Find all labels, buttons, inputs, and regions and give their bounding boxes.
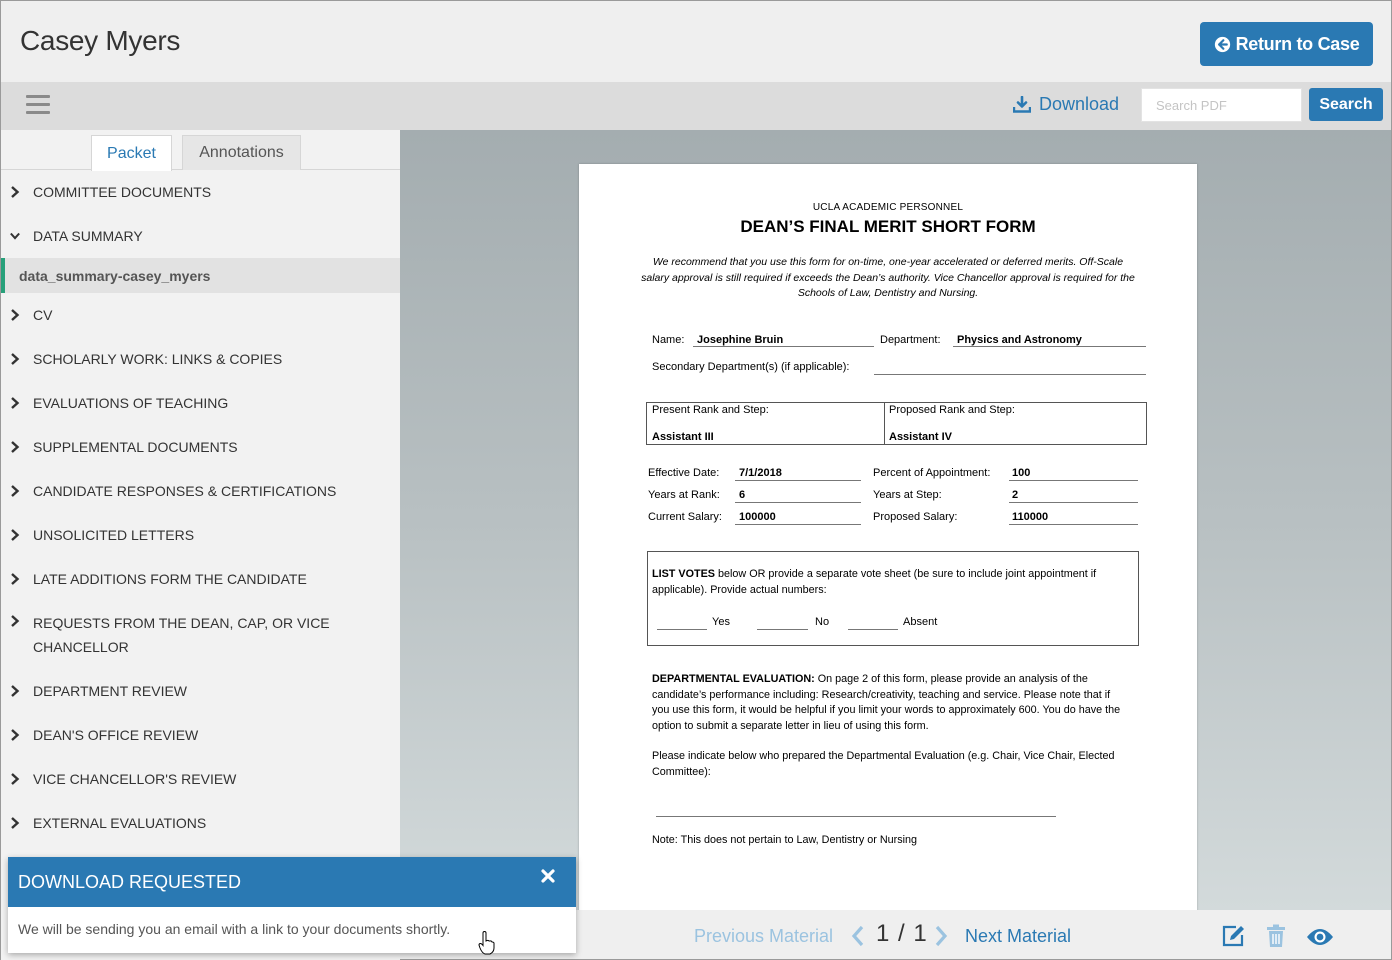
proposed-salary-label: Proposed Salary: [873, 511, 958, 523]
page-header [0, 0, 1392, 82]
rank-box-divider [884, 402, 885, 445]
download-link[interactable] [1013, 94, 1119, 115]
sidebar-item-evaluations-of-teaching[interactable] [1, 381, 400, 425]
sidebar-item-label: CANDIDATE RESPONSES & CERTIFICATIONS [33, 483, 337, 499]
sidebar-item-unsolicited-letters[interactable] [1, 513, 400, 557]
search-pdf-input[interactable] [1141, 88, 1302, 122]
sidebar-item-committee-documents[interactable] [1, 170, 400, 214]
effective-date-label: Effective Date: [648, 467, 720, 479]
votes-bold: LIST VOTES [652, 568, 715, 580]
page-title: Casey Myers [20, 25, 181, 56]
votes-text: below OR provide a separate vote sheet (be sure to include joint appointment if applicable). Provide actual numbers: [652, 568, 1097, 596]
chevron-right-icon [10, 573, 20, 585]
packet-sidebar [0, 130, 400, 960]
chevron-right-icon [10, 773, 20, 785]
chevron-right-icon [10, 817, 20, 829]
present-rank-label: Present Rank and Step: [652, 404, 769, 416]
sidebar-item-supplemental-documents[interactable] [1, 425, 400, 469]
yes-label: Yes [712, 616, 730, 628]
chevron-right-icon [10, 309, 20, 321]
note-text: Note: This does not pertain to Law, Dentistry or Nursing [652, 834, 918, 846]
chevron-right-icon [10, 685, 20, 697]
no-line [757, 616, 808, 630]
chevron-right-icon[interactable] [934, 925, 948, 947]
sidebar-item-external-evaluations[interactable] [1, 801, 400, 845]
yes-line [657, 616, 707, 630]
sidebar-item-label: LATE ADDITIONS FORM THE CANDIDATE [33, 571, 307, 587]
toast-title: DOWNLOAD REQUESTED [18, 871, 242, 892]
sidebar-item-cv[interactable] [1, 293, 400, 337]
sidebar-item-deans-office-review[interactable] [1, 713, 400, 757]
percent-label: Percent of Appointment: [873, 467, 991, 479]
department-value: Physics and Astronomy [957, 334, 1082, 346]
chevron-right-icon [10, 397, 20, 409]
chevron-right-icon [10, 529, 20, 541]
eval-text: On page 2 of this form, please provide an analysis of the candidate’s performance including: Research/creativity, teaching and service. Please note that if you use this form, it would be helpful if you limit your words to approximately 600. You do have the option to submit a separate letter in lieu of using this form. [652, 673, 1121, 732]
eval-bold: DEPARTMENTAL EVALUATION: [652, 673, 815, 685]
sidebar-item-label: DEAN'S OFFICE REVIEW [33, 727, 199, 743]
form-org: UCLA ACADEMIC PERSONNEL [812, 202, 964, 213]
return-to-case-label: Return to Case [1235, 33, 1360, 54]
previous-material-link[interactable]: Previous Material [694, 926, 834, 946]
no-label: No [815, 616, 830, 628]
sidebar-item-label: DEPARTMENT REVIEW [33, 683, 188, 699]
sidebar-item-candidate-responses[interactable] [1, 469, 400, 513]
toast-header [8, 857, 576, 907]
years-step-label: Years at Step: [873, 489, 942, 501]
page-indicator: 1 / 1 [876, 920, 928, 947]
sidebar-item-label: CV [33, 307, 53, 323]
current-salary-label: Current Salary: [648, 511, 722, 523]
prepared-by-line [656, 816, 1056, 817]
search-button[interactable]: Search [1309, 88, 1383, 121]
next-material-link[interactable]: Next Material [965, 926, 1072, 946]
proposed-rank-label: Proposed Rank and Step: [889, 404, 1015, 416]
sidebar-item-vice-chancellors-review[interactable] [1, 757, 400, 801]
absent-label: Absent [903, 616, 938, 628]
years-step-line [1009, 489, 1138, 503]
packet-nav [1, 170, 400, 845]
chevron-right-icon [10, 615, 20, 627]
chevron-right-icon [10, 441, 20, 453]
form-intro: We recommend that you use this form for on-time, one-year accelerated or deferred merits. Off-Scale salary approval is still required if exceeds the Dean’s authority. Vice Chancellor approval is required for the Schools of Law, Dentistry and Nursing. [641, 256, 1135, 299]
departmental-evaluation [652, 672, 1122, 734]
proposed-salary-value: 110000 [1012, 511, 1049, 523]
sidebar-item-label: UNSOLICITED LETTERS [33, 527, 195, 543]
effective-date-value: 7/1/2018 [739, 467, 782, 479]
chevron-right-icon [10, 186, 20, 198]
sidebar-item-scholarly-work[interactable] [1, 337, 400, 381]
download-label: Download [1039, 94, 1120, 114]
sidebar-item-requests-from-dean[interactable] [1, 601, 400, 669]
chevron-right-icon [10, 353, 20, 365]
sidebar-item-label: VICE CHANCELLOR'S REVIEW [33, 771, 237, 787]
sidebar-item-label: EXTERNAL EVALUATIONS [33, 815, 207, 831]
percent-value: 100 [1012, 467, 1031, 479]
form-title: DEAN’S FINAL MERIT SHORT FORM [740, 217, 1036, 236]
hamburger-menu-icon[interactable] [26, 95, 50, 117]
circle-arrow-left-icon [1214, 36, 1231, 53]
sidebar-item-label: REQUESTS FROM THE DEAN, CAP, OR VICE CHANCELLOR [33, 615, 330, 655]
sidebar-item-label: DATA SUMMARY [33, 228, 143, 244]
present-rank-value: Assistant III [652, 431, 714, 443]
sidebar-tabs [1, 130, 400, 170]
return-to-case-button[interactable] [1200, 22, 1373, 66]
current-salary-value: 100000 [739, 511, 776, 523]
pdf-page [579, 164, 1197, 924]
sidebar-item-label: SUPPLEMENTAL DOCUMENTS [33, 439, 238, 455]
years-rank-value: 6 [739, 489, 746, 501]
chevron-right-icon [10, 485, 20, 497]
prepared-by-text: Please indicate below who prepared the Departmental Evaluation (e.g. Chair, Vice Chair, Elected Committee): [652, 750, 1115, 778]
hand-cursor-icon [478, 931, 496, 955]
eye-icon[interactable] [1306, 927, 1334, 947]
toast-message: We will be sending you an email with a link to your documents shortly. [18, 921, 451, 937]
votes-box [647, 551, 1139, 646]
chevron-down-icon [10, 230, 20, 242]
sidebar-item-department-review[interactable] [1, 669, 400, 713]
tab-packet[interactable]: Packet [91, 135, 172, 171]
secondary-dept-line [874, 361, 1146, 375]
secondary-dept-label: Secondary Department(s) (if applicable): [652, 361, 850, 373]
years-rank-label: Years at Rank: [648, 489, 720, 501]
chevron-left-icon[interactable] [851, 925, 865, 947]
name-value: Josephine Bruin [697, 334, 784, 346]
chevron-right-icon [10, 729, 20, 741]
sidebar-item-data-summary[interactable] [1, 214, 400, 258]
pdf-viewer[interactable] [400, 130, 1392, 910]
sidebar-item-label: SCHOLARLY WORK: LINKS & COPIES [33, 351, 283, 367]
download-icon [1013, 96, 1031, 113]
years-step-value: 2 [1012, 489, 1019, 501]
sidebar-item-label: COMMITTEE DOCUMENTS [33, 184, 212, 200]
proposed-rank-value: Assistant IV [889, 431, 952, 443]
sidebar-subitem-selected[interactable]: data_summary-casey_myers [1, 258, 400, 293]
name-label: Name: [652, 334, 685, 346]
years-rank-line [735, 489, 861, 503]
close-icon[interactable] [540, 868, 556, 884]
absent-line [848, 616, 898, 630]
pdf-toolbar [0, 82, 1392, 130]
tab-annotations[interactable]: Annotations [182, 135, 301, 170]
sidebar-item-late-additions[interactable] [1, 557, 400, 601]
edit-icon[interactable] [1221, 924, 1247, 948]
trash-icon[interactable] [1266, 924, 1286, 948]
votes-instructions [652, 567, 1132, 598]
department-label: Department: [880, 334, 941, 346]
sidebar-item-label: EVALUATIONS OF TEACHING [33, 395, 229, 411]
